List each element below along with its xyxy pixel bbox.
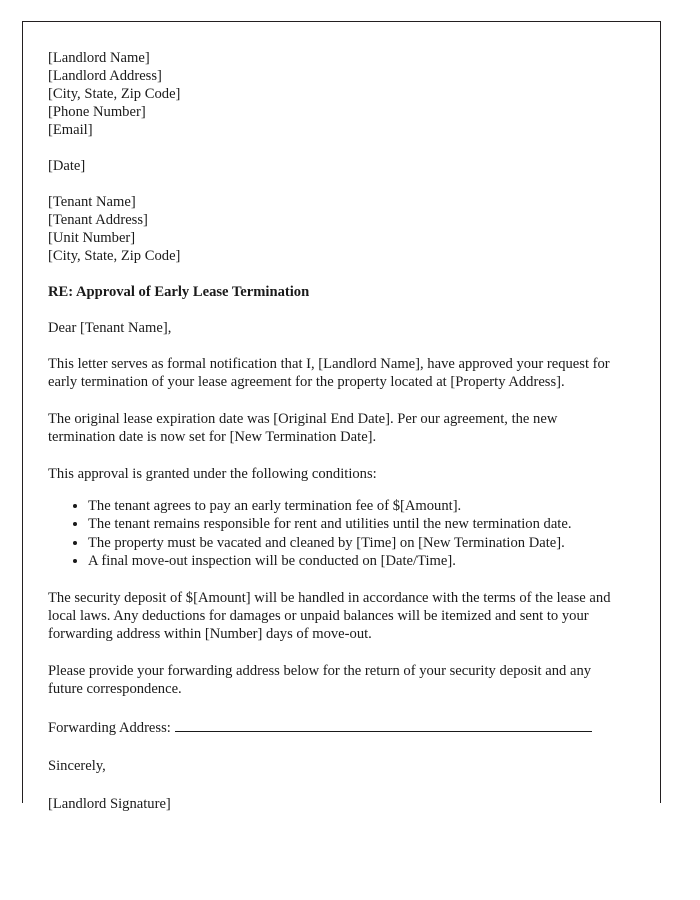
spacer	[48, 737, 628, 757]
list-item: • The property must be vacated and cleaned by [Time] on [New Termination Date].	[88, 534, 628, 552]
sender-email: [Email]	[48, 122, 93, 138]
spacer	[48, 139, 628, 157]
recipient-city-state-zip: [City, State, Zip Code]	[48, 248, 181, 264]
document-page	[22, 21, 661, 812]
spacer	[48, 571, 628, 589]
salutation: Dear [Tenant Name],	[48, 320, 172, 336]
paragraph-dates: The original lease expiration date was [Original End Date]. Per our agreement, the new termination date is now set for [New Termination Date].	[48, 410, 558, 446]
paragraph-conditions-lead: This approval is granted under the following conditions:	[48, 465, 377, 482]
signature-placeholder: [Landlord Signature]	[48, 795, 171, 812]
spacer	[48, 265, 628, 283]
recipient-street: [Tenant Address]	[48, 212, 148, 228]
spacer	[48, 301, 628, 319]
list-item: • The tenant agrees to pay an early termination fee of $[Amount].	[88, 497, 628, 515]
spacer	[48, 775, 628, 795]
spacer	[48, 337, 628, 355]
forwarding-address-write-in-line[interactable]	[175, 719, 592, 732]
recipient-name: [Tenant Name]	[48, 194, 136, 210]
letter-body	[48, 49, 628, 813]
recipient-address-block	[48, 193, 628, 265]
spacer	[48, 447, 628, 465]
recipient-unit: [Unit Number]	[48, 230, 136, 246]
date-block	[48, 157, 628, 175]
sender-phone: [Phone Number]	[48, 104, 146, 120]
paragraph-intro: This letter serves as formal notification that I, [Landlord Name], have approved your request for early termination of your lease agreement for the property located at [Property Address].	[48, 356, 610, 391]
spacer	[48, 392, 628, 410]
sender-name: [Landlord Name]	[48, 50, 150, 66]
forwarding-address-label: Forwarding Address:	[48, 719, 171, 736]
conditions-list	[48, 497, 628, 571]
date-line: [Date]	[48, 158, 86, 174]
paragraph-forwarding-request: Please provide your forwarding address below for the return of your security deposit and any future correspondence.	[48, 662, 592, 698]
sender-street: [Landlord Address]	[48, 68, 162, 84]
spacer	[48, 644, 628, 662]
spacer	[48, 483, 628, 497]
sender-address-block	[48, 49, 628, 139]
closing-line: Sincerely,	[48, 757, 106, 774]
list-item: • A final move-out inspection will be conducted on [Date/Time].	[88, 552, 628, 570]
spacer	[48, 175, 628, 193]
spacer	[48, 699, 628, 719]
paragraph-security-deposit: The security deposit of $[Amount] will be handled in accordance with the terms of the lease and local laws. Any deductions for damages or unpaid balances will be itemized and sent to your forwarding address within [Number] days of move-out.	[48, 589, 611, 643]
forwarding-address-row	[48, 719, 628, 737]
subject-line: RE: Approval of Early Lease Termination	[48, 284, 310, 300]
list-item: • The tenant remains responsible for rent and utilities until the new termination date.	[88, 515, 628, 533]
sender-city-state-zip: [City, State, Zip Code]	[48, 86, 181, 102]
